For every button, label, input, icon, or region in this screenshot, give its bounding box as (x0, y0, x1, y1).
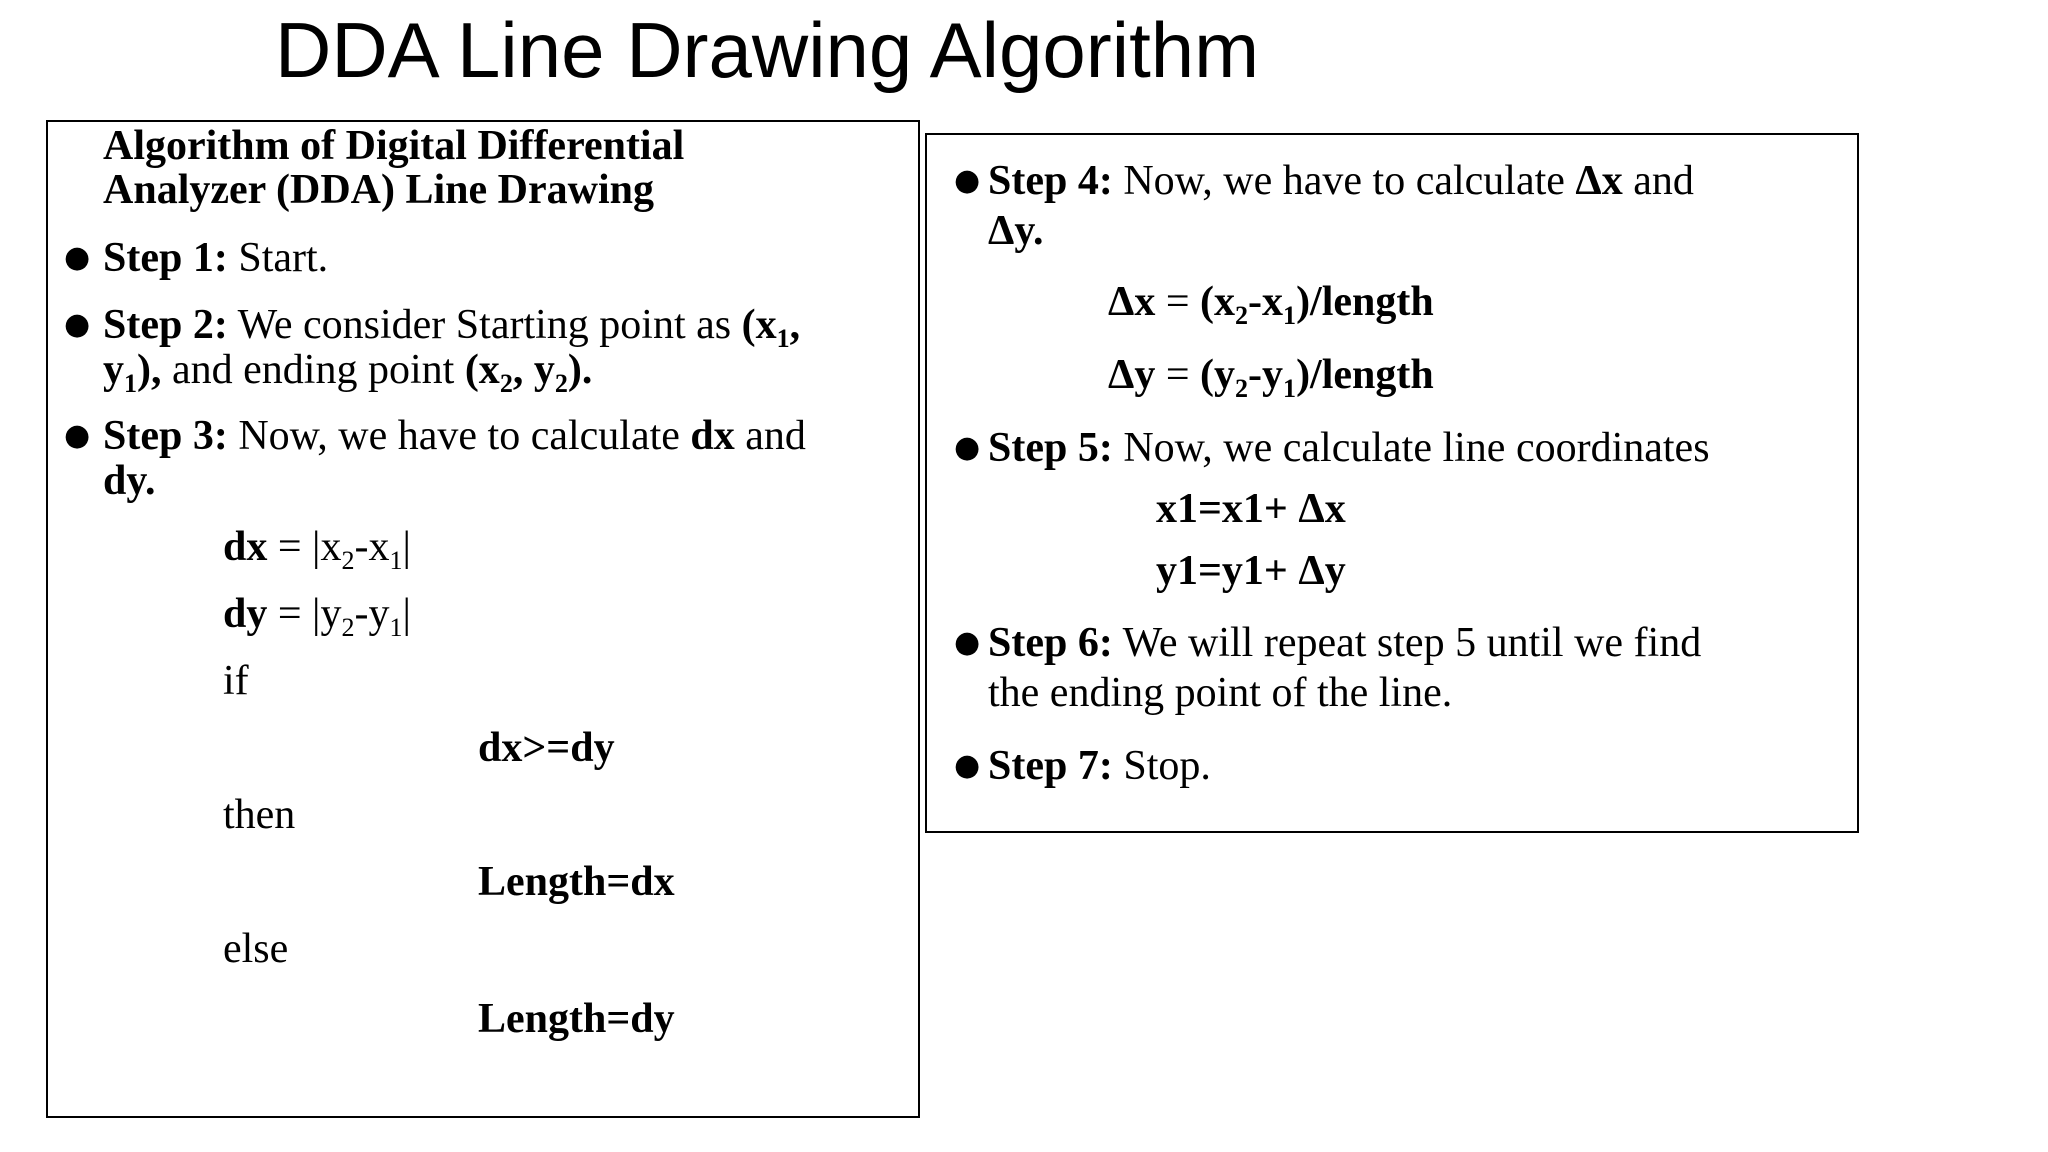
bullet-step1: ● (64, 240, 91, 275)
formula-dy: dy = $|y_2-y_1|$ (223, 591, 411, 643)
step4-description: Now, we have to calculate (1112, 158, 1576, 204)
step3-line1 (103, 414, 806, 458)
step4-line1 (988, 159, 1694, 203)
step1-text (103, 236, 328, 280)
step2-line2 (103, 347, 593, 399)
step5-label: Step 5: (988, 425, 1113, 471)
step6-line2: the ending point of the line. (988, 670, 1453, 716)
x-update: x1=x1+ Δx (1156, 486, 1346, 532)
step7-label: Step 7: (988, 743, 1113, 789)
length-dy: Length=dy (478, 996, 675, 1042)
step5-text (988, 426, 1710, 470)
slide-title: DDA Line Drawing Algorithm (275, 6, 1260, 94)
end-point: ($x_2$, $y_2$). (464, 347, 593, 399)
step2-description-2: and ending point (161, 347, 465, 393)
formula-delta-y: $\Delta y = (y_2-y_1)$/length (1108, 352, 1434, 404)
bullet-step6: ● (954, 625, 981, 660)
bullet-step4: ● (954, 163, 981, 198)
step1-label: Step 1: (103, 235, 228, 281)
bullet-step7: ● (954, 748, 981, 783)
step6-line1 (988, 621, 1701, 665)
formula-dx: dx = $|x_2-x_1|$ (223, 524, 411, 576)
step4-dx: Δx (1575, 158, 1623, 204)
step3-dy: dy. (103, 458, 156, 504)
step3-and: and (734, 413, 806, 459)
step2-label: Step 2: (103, 302, 228, 348)
step3-label: Step 3: (103, 413, 228, 459)
algorithm-heading-line2: Analyzer (DDA) Line Drawing (103, 167, 655, 213)
condition: dx>=dy (478, 725, 615, 771)
start-point-x: ($x_1$, (741, 302, 801, 354)
step6-description: We will repeat step 5 until we find (1112, 620, 1702, 666)
bullet-step5: ● (954, 430, 981, 465)
step4-label: Step 4: (988, 158, 1113, 204)
if-keyword: if (223, 658, 249, 704)
step4-dy: Δy. (988, 208, 1044, 254)
bullet-step3: ● (64, 418, 91, 453)
algorithm-heading-line1: Algorithm of Digital Differential (103, 123, 685, 169)
right-panel (925, 133, 1859, 833)
step3-description: Now, we have to calculate (227, 413, 691, 459)
step7-text (988, 744, 1211, 788)
start-point-y: $y_1$), (103, 347, 162, 399)
else-keyword: else (223, 926, 289, 972)
step1-description: Start. (227, 235, 329, 281)
formula-delta-x: $\Delta x = (x_2-x_1)$/length (1108, 279, 1434, 331)
step6-label: Step 6: (988, 620, 1113, 666)
step4-and: and (1622, 158, 1694, 204)
step7-description: Stop. (1112, 743, 1211, 789)
length-dx: Length=dx (478, 859, 675, 905)
step2-line1 (103, 302, 801, 354)
bullet-step2: ● (64, 307, 91, 342)
y-update: y1=y1+ Δy (1156, 548, 1346, 594)
step2-description: We consider Starting point as (227, 302, 742, 348)
then-keyword: then (223, 792, 296, 838)
step5-description: Now, we calculate line coordinates (1112, 425, 1710, 471)
step3-dx: dx (690, 413, 735, 459)
